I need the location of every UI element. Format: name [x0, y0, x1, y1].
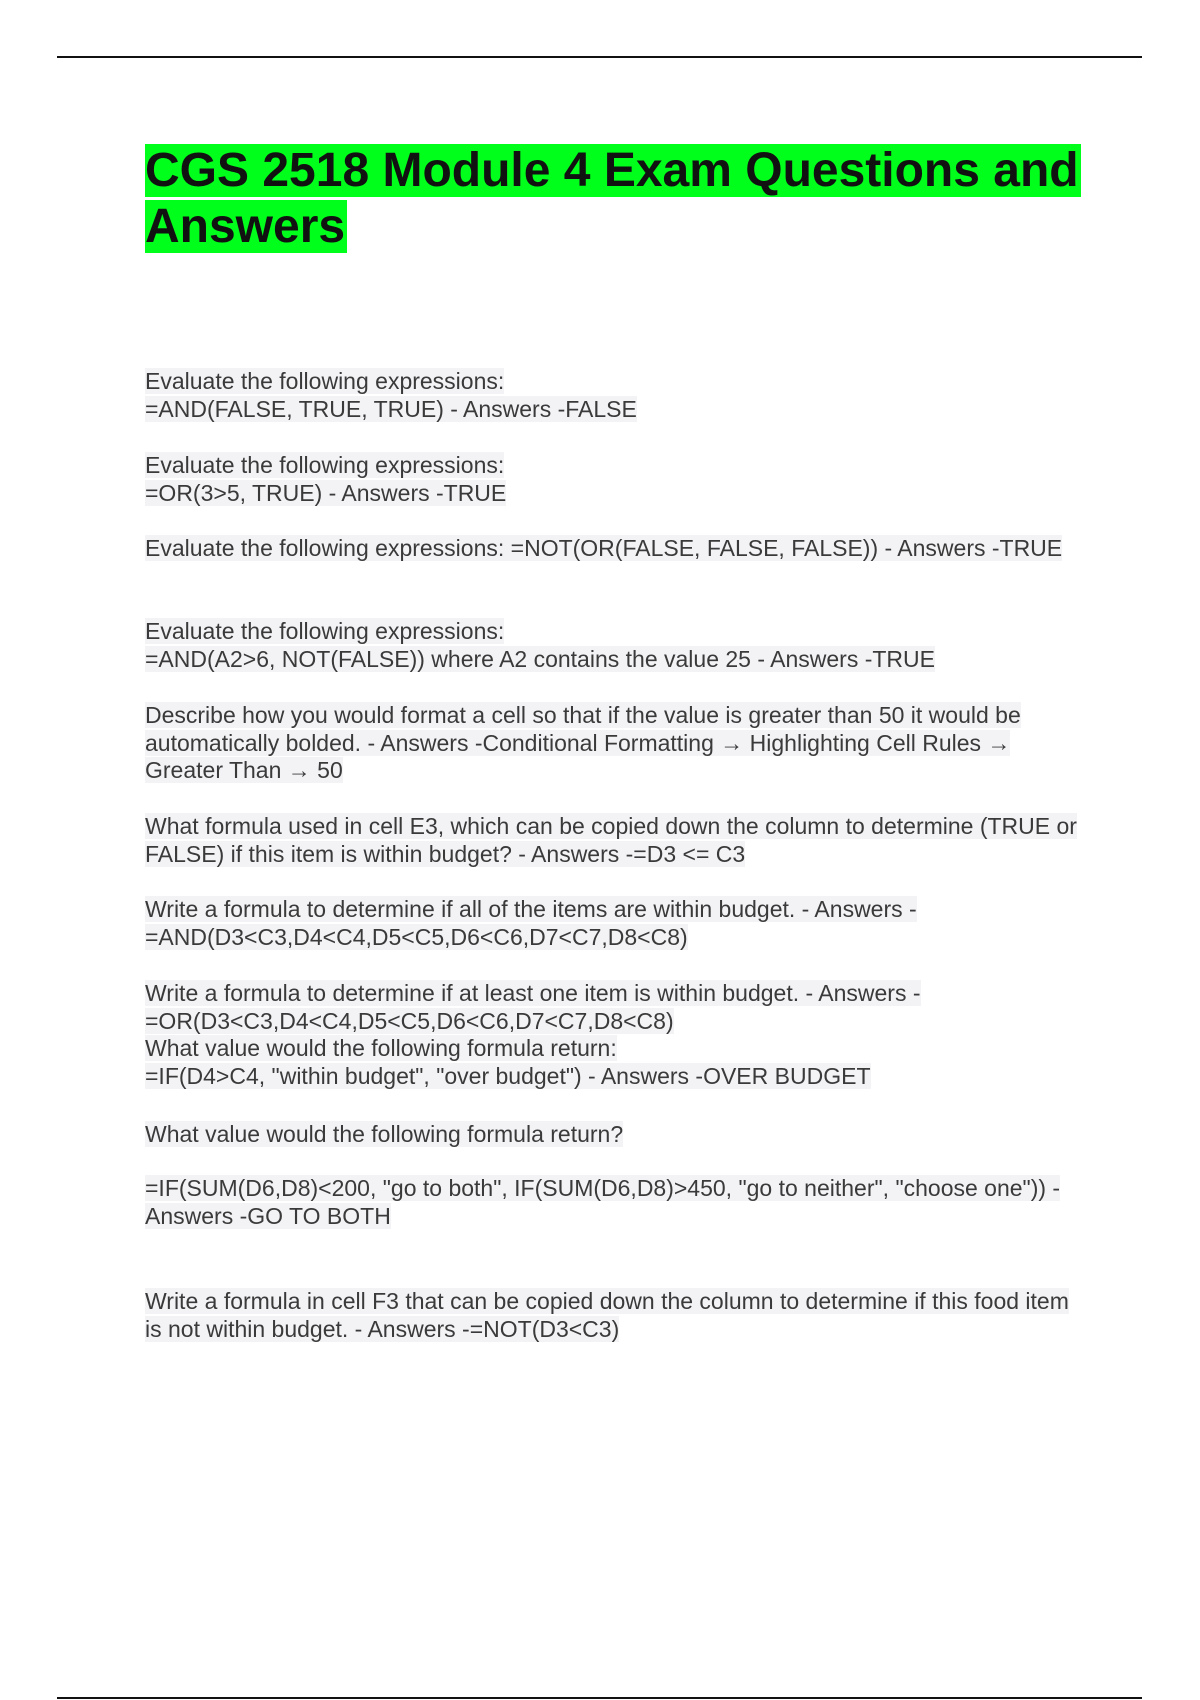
question-text: What value would the following formula return:	[145, 1035, 617, 1061]
qa-item-3	[145, 535, 1080, 563]
qa-text: What formula used in cell E3, which can be copied down the column to determine (TRUE or FALSE) if this item is within budget? - Answers -=D3 <= C3	[145, 813, 1077, 867]
qa-item-4	[145, 618, 1080, 673]
qa-item-1	[145, 368, 1080, 423]
bottom-rule	[57, 1697, 1142, 1699]
question-text: What value would the following formula return?	[145, 1121, 624, 1147]
answer-text: =AND(FALSE, TRUE, TRUE) - Answers -FALSE	[145, 395, 637, 422]
question-text: Evaluate the following expressions:	[145, 368, 505, 394]
qa-text: Describe how you would format a cell so that if the value is greater than 50 it would be automatically bolded. - Answers -Conditional Formatting → Highlighting Cell Rules → Greater Than → 50	[145, 702, 1021, 783]
qa-text: Write a formula to determine if at least one item is within budget. - Answers -=OR(D3<C3,D4<C4,D5<C5,D6<C6,D7<C7,D8<C8)	[145, 980, 921, 1034]
answer-text: =AND(A2>6, NOT(FALSE)) where A2 contains the value 25 - Answers -TRUE	[145, 645, 935, 672]
qa-item-11	[145, 1288, 1080, 1343]
qa-text: =IF(SUM(D6,D8)<200, "go to both", IF(SUM(D6,D8)>450, "go to neither", "choose one")) - Answers -GO TO BOTH	[145, 1175, 1061, 1229]
question-text: Evaluate the following expressions:	[145, 452, 505, 478]
qa-item-8	[145, 980, 1080, 1090]
qa-text: Write a formula to determine if all of the items are within budget. - Answers -=AND(D3<C3,D4<C4,D5<C5,D6<C6,D7<C7,D8<C8)	[145, 896, 917, 950]
qa-item-2	[145, 452, 1080, 507]
top-rule	[57, 56, 1142, 58]
document-title: CGS 2518 Module 4 Exam Questions and Answers	[145, 144, 1079, 253]
answer-text: =OR(3>5, TRUE) - Answers -TRUE	[145, 479, 507, 506]
answer-text: =IF(D4>C4, "within budget", "over budget") - Answers -OVER BUDGET	[145, 1062, 871, 1089]
qa-item-7	[145, 896, 1080, 951]
qa-item-5	[145, 702, 1080, 785]
qa-item-10	[145, 1175, 1080, 1230]
qa-text: Evaluate the following expressions: =NOT(OR(FALSE, FALSE, FALSE)) - Answers -TRUE	[145, 535, 1063, 561]
qa-item-6	[145, 813, 1080, 868]
question-text: Evaluate the following expressions:	[145, 618, 505, 644]
qa-text: Write a formula in cell F3 that can be copied down the column to determine if this food item is not within budget. - Answers -=NOT(D3<C3)	[145, 1288, 1069, 1342]
qa-item-9	[145, 1121, 1080, 1149]
